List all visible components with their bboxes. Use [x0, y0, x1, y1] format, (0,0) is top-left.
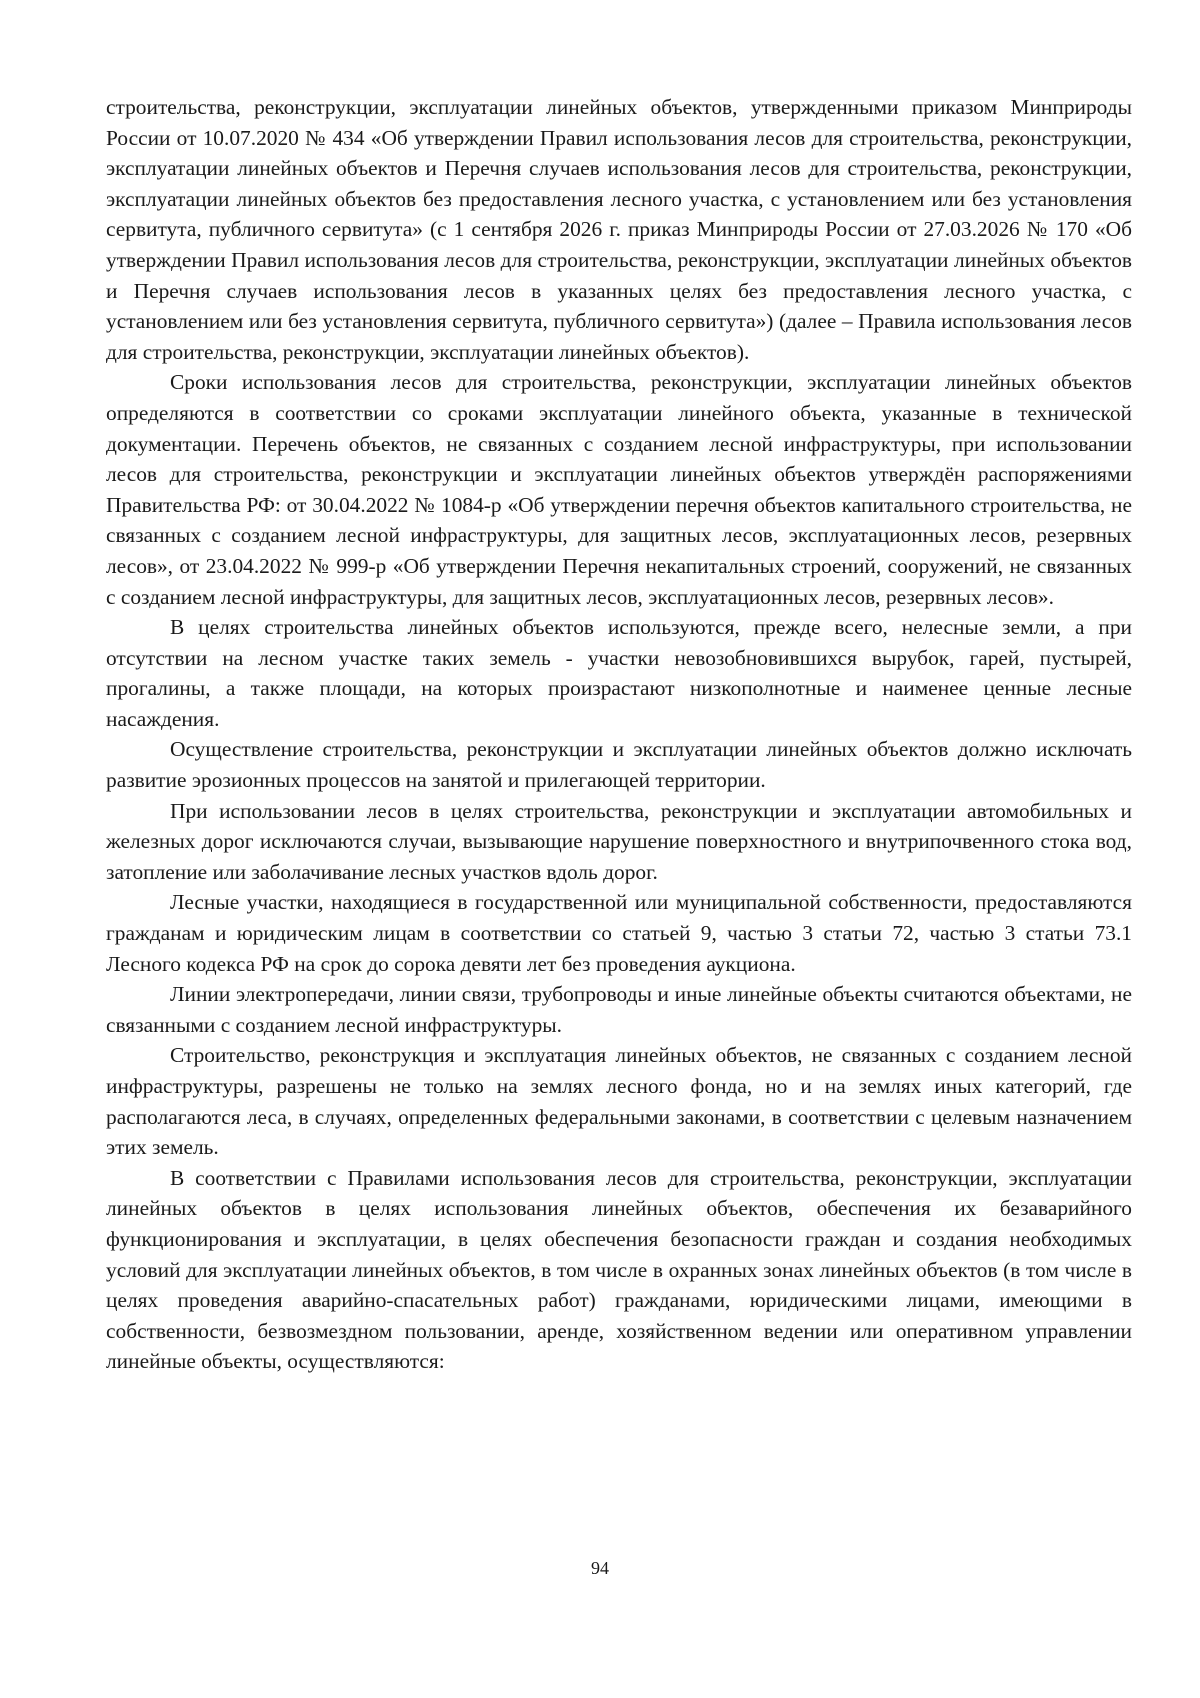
document-body	[106, 92, 1132, 1377]
paragraph-other-lands: Строительство, реконструкция и эксплуатация линейных объектов, не связанных с созданием лесной инфраструктуры, разрешены не только на землях лесного фонда, но и на землях иных категорий, где располагаются леса, в случаях, определенных федеральными законами, в соответствии с целевым назначением этих земель.	[106, 1043, 1132, 1160]
page-number: 94	[591, 1558, 609, 1578]
paragraph-usage-terms: Сроки использования лесов для строительства, реконструкции, эксплуатации линейных объектов определяются в соответствии со сроками эксплуатации линейного объекта, указанные в технической документации. Перечень объектов, не связанных с созданием лесной инфраструктуры, при использовании лесов для строительства, реконструкции и эксплуатации линейных объектов утверждён распоряжениями Правительства РФ: от 30.04.2022 № 1084-р «Об утверждении перечня объектов капитального строительства, не связанных с созданием лесной инфраструктуры, для защитных лесов, эксплуатационных лесов, резервных лесов», от 23.04.2022 № 999-р «Об утверждении Перечня некапитальных строений, сооружений, не связанных с созданием лесной инфраструктуры, для защитных лесов, эксплуатационных лесов, резервных лесов».	[106, 370, 1132, 609]
paragraph-roads: При использовании лесов в целях строительства, реконструкции и эксплуатации автомобильных и железных дорог исключаются случаи, вызывающие нарушение поверхностного и внутрипочвенного стока вод, затопление или заболачивание лесных участков вдоль дорог.	[106, 798, 1132, 884]
paragraph-linear-objects: Линии электропередачи, линии связи, трубопроводы и иные линейные объекты считаются объектами, не связанными с созданием лесной инфраструктуры.	[106, 982, 1132, 1037]
paragraph-rules-compliance: В соответствии с Правилами использования лесов для строительства, реконструкции, эксплуатации линейных объектов в целях использования линейных объектов, обеспечения их безаварийного функционирования и эксплуатации, в целях обеспечения безопасности граждан и создания необходимых условий для эксплуатации линейных объектов, в том числе в охранных зонах линейных объектов (в том числе в целях проведения аварийно-спасательных работ) гражданами, юридическими лицами, имеющими в собственности, безвозмездном пользовании, аренде, хозяйственном ведении или оперативном управлении линейные объекты, осуществляются:	[106, 1165, 1132, 1374]
paragraph-continuation: строительства, реконструкции, эксплуатации линейных объектов, утвержденными приказом Минприроды России от 10.07.2020 № 434 «Об утверждении Правил использования лесов для строительства, реконструкции, эксплуатации линейных объектов и Перечня случаев использования лесов для строительства, реконструкции, эксплуатации линейных объектов без предоставления лесного участка, с установлением или без установления сервитута, публичного сервитута» (с 1 сентября 2026 г. приказ Минприроды России от 27.03.2026 № 170 «Об утверждении Правил использования лесов для строительства, реконструкции, эксплуатации линейных объектов и Перечня случаев использования лесов в указанных целях без предоставления лесного участка, с установлением или без установления сервитута, публичного сервитута») (далее – Правила использования лесов для строительства, реконструкции, эксплуатации линейных объектов).	[106, 95, 1132, 364]
paragraph-erosion: Осуществление строительства, реконструкции и эксплуатации линейных объектов должно исключать развитие эрозионных процессов на занятой и прилегающей территории.	[106, 737, 1132, 793]
paragraph-land-provision: Лесные участки, находящиеся в государственной или муниципальной собственности, предоставляются гражданам и юридическим лицам в соответствии со статьей 9, частью 3 статьи 72, частью 3 статьи 73.1 Лесного кодекса РФ на срок до сорока девяти лет без проведения аукциона.	[106, 890, 1132, 976]
paragraph-land-priority: В целях строительства линейных объектов используются, прежде всего, нелесные земли, а при отсутствии на лесном участке таких земель - участки невозобновившихся вырубок, гарей, пустырей, прогалины, а также площади, на которых произрастают низкополнотные и наименее ценные лесные насаждения.	[106, 615, 1132, 731]
